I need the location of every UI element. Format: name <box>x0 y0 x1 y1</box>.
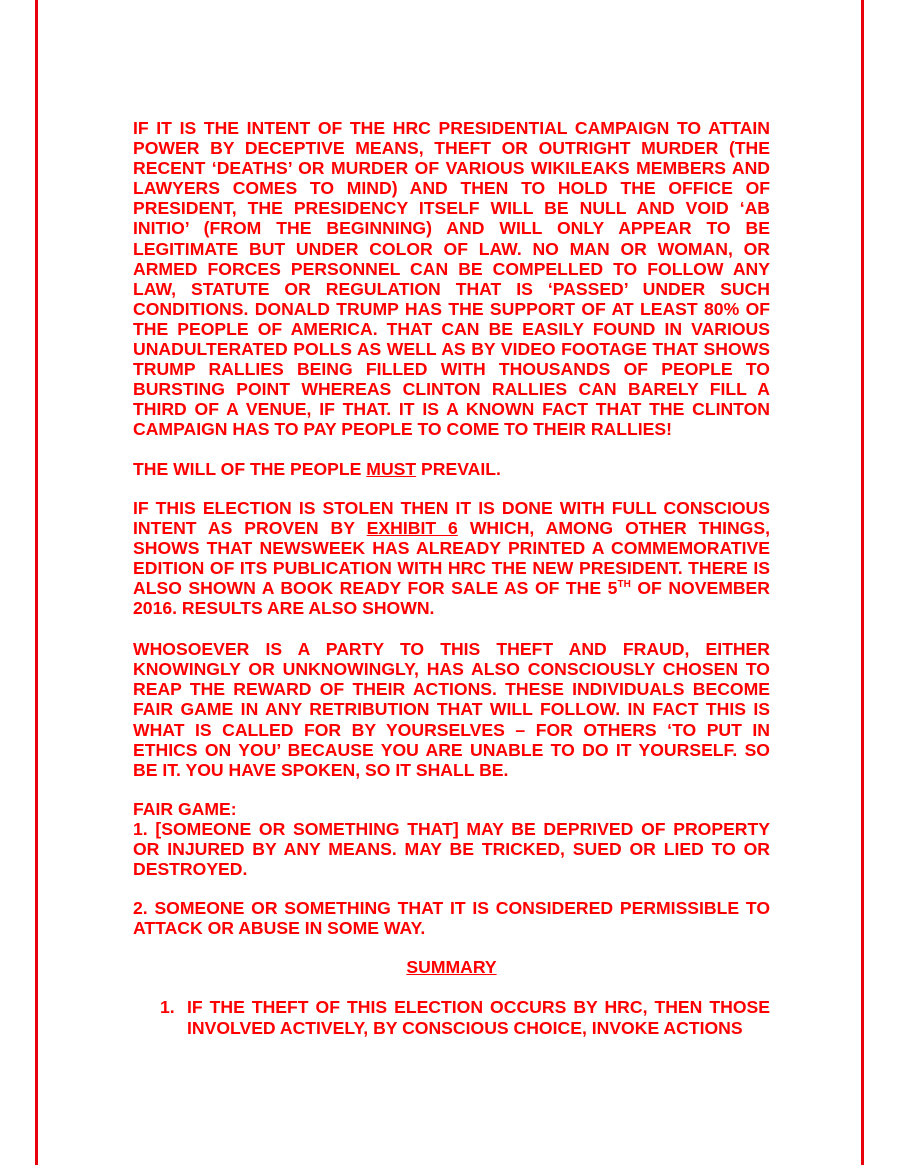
ordinal-superscript: TH <box>617 578 631 590</box>
summary-item-number: 1. <box>160 997 175 1018</box>
fair-game-heading: FAIR GAME: <box>133 798 237 819</box>
paragraph-election-stolen <box>133 498 770 619</box>
fair-game-definition-2: 2. SOMEONE OR SOMETHING THAT IT IS CONSIDERED PERMISSIBLE TO ATTACK OR ABUSE IN SOME WAY. <box>133 898 770 939</box>
paragraph-intent: IF IT IS THE INTENT OF THE HRC PRESIDENTIAL CAMPAIGN TO ATTAIN POWER BY DECEPTIVE MEANS, THEFT OR OUTRIGHT MURDER (THE RECENT ‘DEATHS’ OR MURDER OF VARIOUS WIKILEAKS MEMBERS AND LAWYERS COMES TO MIND) AND THEN TO HOLD THE OFFICE OF PRESIDENT, THE PRESIDENCY ITSELF WILL BE NULL AND VOID ‘AB INITIO’ (FROM THE BEGINNING) AND WILL ONLY APPEAR TO BE LEGITIMATE BUT UNDER COLOR OF LAW. NO MAN OR WOMAN, OR ARMED FORCES PERSONNEL CAN BE COMPELLED TO FOLLOW ANY LAW, STATUTE OR REGULATION THAT IS ‘PASSED’ UNDER SUCH CONDITIONS. DONALD TRUMP HAS THE SUPPORT OF AT LEAST 80% OF THE PEOPLE OF AMERICA. THAT CAN BE EASILY FOUND IN VARIOUS UNADULTERATED POLLS AS WELL AS BY VIDEO FOOTAGE THAT SHOWS TRUMP RALLIES BEING FILLED WITH THOUSANDS OF PEOPLE TO BURSTING POINT WHEREAS CLINTON RALLIES CAN BARELY FILL A THIRD OF A VENUE, IF THAT. IT IS A KNOWN FACT THAT THE CLINTON CAMPAIGN HAS TO PAY PEOPLE TO COME TO THEIR RALLIES! <box>133 118 770 440</box>
exhibit-6-reference: EXHIBIT 6 <box>366 517 458 538</box>
must-emphasis: MUST <box>366 458 417 479</box>
paragraph-will-of-people <box>133 459 770 479</box>
summary-list-item <box>133 997 770 1037</box>
fair-game-definition-1: 1. [SOMEONE OR SOMETHING THAT] MAY BE DEPRIVED OF PROPERTY OR INJURED BY ANY MEANS. MAY BE TRICKED, SUED OR LIED TO OR DESTROYED. <box>133 818 770 880</box>
stolen-text-b: WHICH, AMONG OTHER THINGS, SHOWS THAT NEWSWEEK HAS ALREADY PRINTED A COMMEMORATIVE EDITION OF ITS PUBLICATION WITH HRC THE NEW PRESIDENT. THERE IS ALSO SHOWN A BOOK READY FOR SALE AS OF THE 5 <box>133 517 770 598</box>
stolen-text-c: OF NOVEMBER 2016. RESULTS ARE ALSO SHOWN. <box>133 577 770 619</box>
paragraph-whosoever: WHOSOEVER IS A PARTY TO THIS THEFT AND FRAUD, EITHER KNOWINGLY OR UNKNOWINGLY, HAS ALSO CONSCIOUSLY CHOSEN TO REAP THE REWARD OF THEIR ACTIONS. THESE INDIVIDUALS BECOME FAIR GAME IN ANY RETRIBUTION THAT WILL FOLLOW. IN FACT THIS IS WHAT IS CALLED FOR BY YOURSELVES – FOR OTHERS ‘TO PUT IN ETHICS ON YOU’ BECAUSE YOU ARE UNABLE TO DO IT YOURSELF. SO BE IT. YOU HAVE SPOKEN, SO IT SHALL BE. <box>133 639 770 780</box>
left-border-line <box>35 0 38 1165</box>
right-border-line <box>861 0 864 1165</box>
summary-item-text: IF THE THEFT OF THIS ELECTION OCCURS BY HRC, THEN THOSE INVOLVED ACTIVELY, BY CONSCIOUS CHOICE, INVOKE ACTIONS <box>187 997 770 1038</box>
stolen-text-a: IF THIS ELECTION IS STOLEN THEN IT IS DONE WITH FULL CONSCIOUS INTENT AS PROVEN BY <box>133 497 770 538</box>
will-text-post: PREVAIL. <box>416 458 501 479</box>
summary-heading-text: SUMMARY <box>406 957 497 978</box>
summary-heading <box>133 957 770 977</box>
document-body <box>133 118 770 1038</box>
will-text-pre: THE WILL OF THE PEOPLE <box>133 458 367 479</box>
